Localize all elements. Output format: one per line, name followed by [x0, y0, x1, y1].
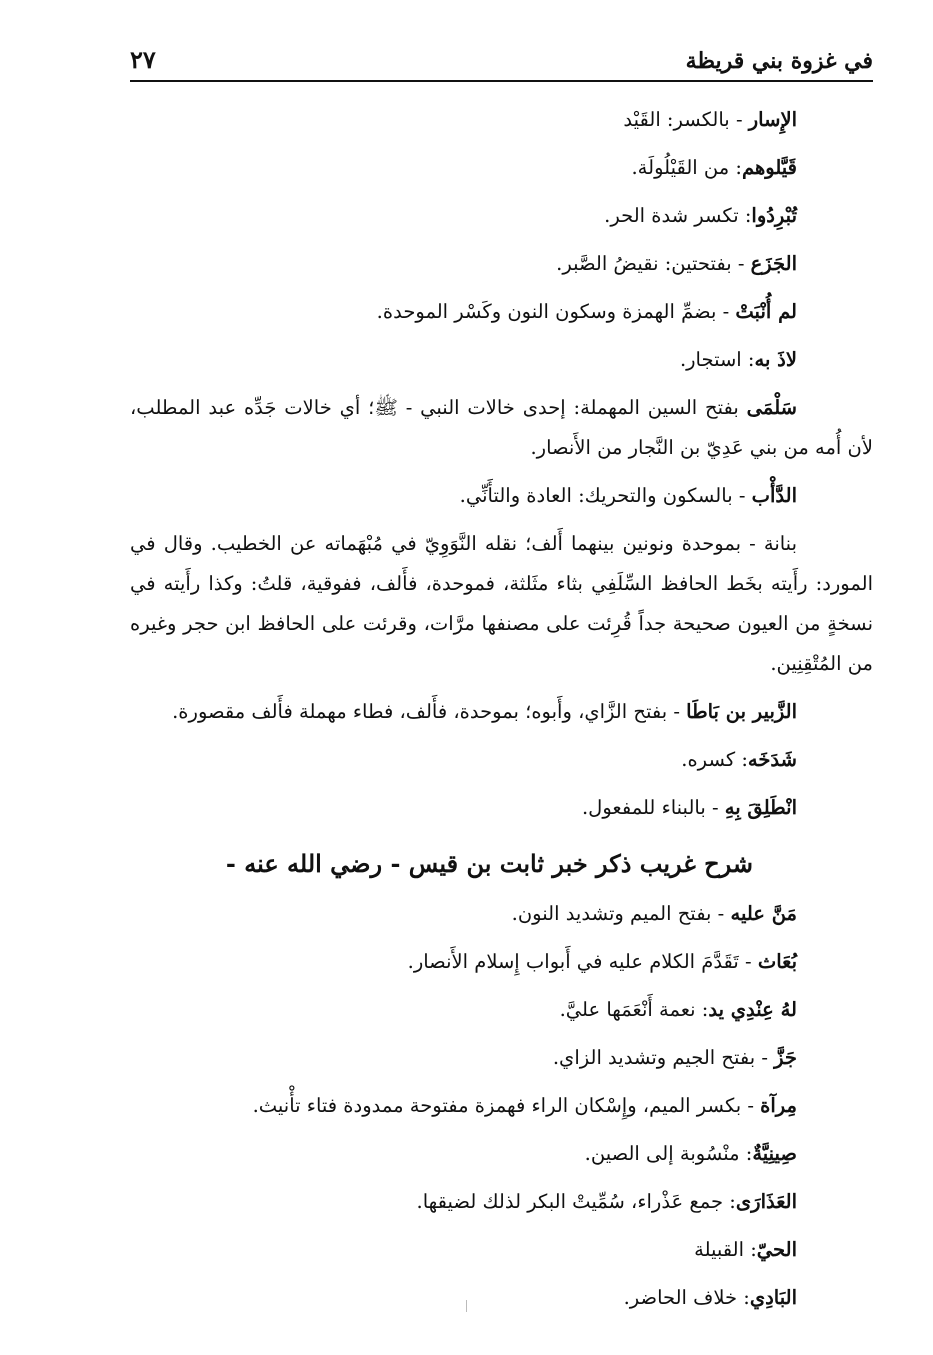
entry-separator: -	[705, 796, 725, 819]
entry-definition: - بموحدة ونونين بينهما أَلف؛ نقله النَّوَوِيّ في مُبْهَماته عن الخطيب. وقال في المورد: رأَيته بخَط الحافظ السِّلَفِي بثاء مثَلثة، فموحدة، فأَلف، ففوقية، قلتُ: وكذا رأَيته في نسخةٍ من العيون صحيحة جداً قُرِئت على مصنفها مرَّات، وقرئت على الحافظ ابن حجر وغيره من المُتْقِنِين.	[130, 532, 873, 675]
entry-term: لهُ عِنْدِي يد	[708, 998, 797, 1021]
entry-separator: :	[735, 748, 748, 771]
entry-definition: بفتحتين: نقيضُ الصَّبر.	[556, 252, 732, 275]
entry-term: مَنَّ عليه	[730, 902, 797, 925]
entry-term: لاذَ به	[754, 348, 797, 371]
entry-term: البَادِي	[749, 1286, 797, 1309]
entry-separator: -	[667, 700, 687, 723]
entry-separator: -	[729, 108, 749, 131]
entry-separator: :	[744, 1238, 757, 1261]
entry-definition: تكسر شدة الحر.	[604, 204, 739, 227]
glossary-entry	[130, 1226, 873, 1274]
glossary-entry-paragraph	[130, 388, 873, 468]
entry-definition: بالبناء للمفعول.	[581, 796, 706, 819]
entry-separator: -	[711, 902, 731, 925]
entry-definition: بفتح السين المهملة: إحدى خالات النبي - ﷺ؛ أي خالات جَدِّه عبد المطلب، لأن أُمه من بني عَدِيّ بن النَّجار من الأَنصار.	[130, 396, 873, 459]
entry-separator: -	[738, 950, 758, 973]
entry-term: الحيّ	[756, 1238, 797, 1261]
entry-term: شَدَخَه	[747, 748, 797, 771]
entry-term: سَلْمَى	[746, 396, 797, 419]
entry-term: صِينِيَّةٌ	[752, 1142, 797, 1165]
entry-separator: :	[729, 156, 742, 179]
entry-definition: من القَيْلُولَة.	[631, 156, 730, 179]
page-number: ٢٧	[130, 45, 156, 74]
glossary-entry	[130, 192, 873, 240]
glossary-entry	[130, 986, 873, 1034]
glossary-entry	[130, 736, 873, 784]
glossary-entry	[130, 1274, 873, 1322]
entry-term: قَيَّلوهم	[742, 156, 797, 179]
scan-margin-mark	[466, 1300, 467, 1312]
entry-term: تُبْرِدُوا	[751, 204, 797, 227]
glossary-entry	[130, 288, 873, 336]
glossary-entry	[130, 144, 873, 192]
entry-separator: :	[739, 1142, 753, 1165]
glossary-entry	[130, 1082, 873, 1130]
glossary-entry	[130, 1130, 873, 1178]
entry-definition: بضمِّ الهمزة وسكون النون وكَسْر الموحدة.	[376, 300, 717, 323]
glossary-entry	[130, 472, 873, 520]
entry-separator: -	[755, 1046, 775, 1069]
entry-definition: خلاف الحاضر.	[623, 1286, 738, 1309]
entry-definition: بفتح الميم وتشديد النون.	[511, 902, 712, 925]
entry-definition: بالسكون والتحريك: العادة والتأَنِّي.	[459, 484, 733, 507]
glossary-entry	[130, 1034, 873, 1082]
entry-term: الدَّأْب	[751, 484, 797, 507]
entry-term: جَزَّ	[774, 1046, 797, 1069]
entry-term: الإِسار	[748, 108, 797, 131]
entry-definition: استجار.	[679, 348, 742, 371]
entry-definition: بكسر الميم، وإِسْكان الراء فهمزة مفتوحة ممدودة فتاء تأْنيث.	[252, 1094, 742, 1117]
entry-definition: بالكسر: القَيْد	[623, 108, 730, 131]
entry-term: لم أُنْبَتْ	[735, 300, 797, 323]
glossary-entry-paragraph	[130, 524, 873, 684]
entry-definition: بفتح الجيم وتشديد الزاي.	[552, 1046, 756, 1069]
glossary-entry	[130, 96, 873, 144]
glossary-entry	[130, 1178, 873, 1226]
entry-definition: نعمة أَنْعَمَها عليَّ.	[559, 998, 696, 1021]
entry-definition: القبيلة	[694, 1238, 745, 1261]
glossary-entry	[130, 890, 873, 938]
entry-term: الجَزَع	[750, 252, 797, 275]
glossary-entry	[130, 240, 873, 288]
entry-separator: -	[731, 252, 751, 275]
entry-separator: -	[732, 484, 752, 507]
section-heading: شرح غريب ذكر خبر ثابت بن قيس - رضي الله عنه -	[225, 849, 753, 878]
entry-definition: تَقَدَّمَ الكلام عليه في أَبواب إِسلام الأَنصار.	[407, 950, 739, 973]
glossary-entry	[130, 938, 873, 986]
glossary-entry	[130, 336, 873, 384]
glossary-entry	[130, 784, 873, 832]
page-body	[130, 96, 873, 1322]
entry-term: الزَّبير بن بَاطَا	[686, 700, 797, 723]
page-header	[130, 30, 873, 82]
entry-definition: بفتح الزَّاي، وأَبوه؛ بموحدة، فأَلف، فطاء مهملة فأَلف مقصورة.	[172, 700, 668, 723]
entry-separator: :	[737, 1286, 750, 1309]
entry-separator: :	[695, 998, 709, 1021]
entry-term: مِرآة	[760, 1094, 797, 1117]
entry-separator: :	[741, 348, 755, 371]
entry-term: بنانة	[763, 532, 797, 555]
running-title: في غزوة بني قريظة	[685, 48, 873, 74]
entry-definition: كسره.	[681, 748, 736, 771]
entry-definition: جمع عَذْراء، سُمِّيتْ البكر لذلك لضيقها.	[416, 1190, 724, 1213]
entry-term: العَذَارَى	[735, 1190, 797, 1213]
entry-separator: -	[716, 300, 736, 323]
glossary-entry	[130, 688, 873, 736]
entry-separator: :	[723, 1190, 736, 1213]
entry-term: بُعَاث	[757, 950, 797, 973]
entry-term: انْطَلِقَ بِهِ	[724, 796, 797, 819]
entry-definition: منْسُوبة إلى الصين.	[584, 1142, 740, 1165]
entry-separator: :	[738, 204, 752, 227]
entry-separator: -	[741, 1094, 761, 1117]
